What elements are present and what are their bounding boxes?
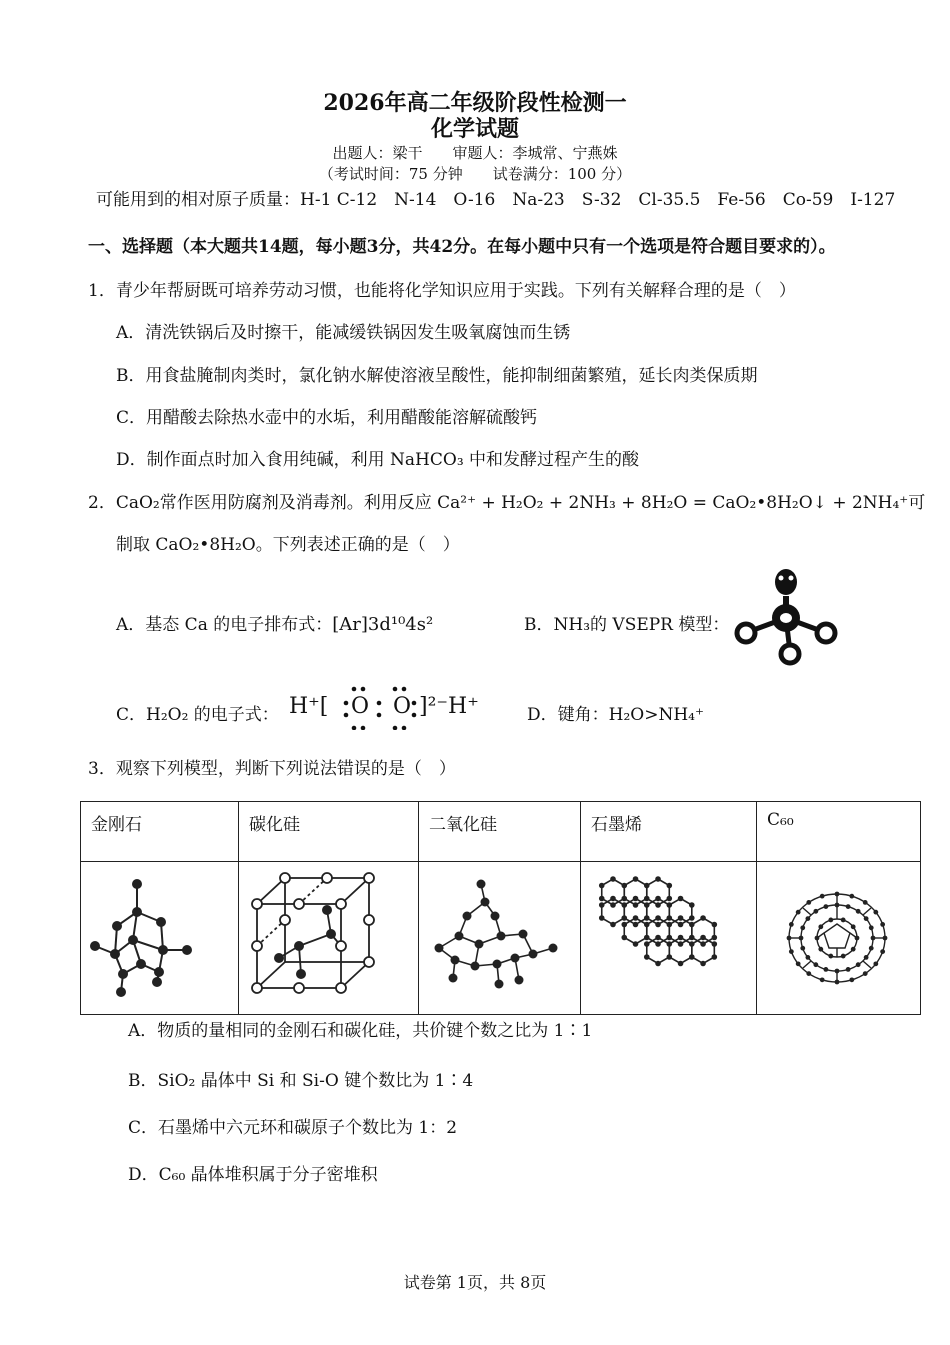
formula-left: H⁺[	[289, 694, 329, 719]
table-header-sio2: 二氧化硅	[419, 802, 581, 862]
q2-option-b-label: B．NH₃的 VSEPR 模型：	[524, 615, 730, 635]
q2-option-a	[116, 610, 433, 635]
lone-pair-lobe	[775, 569, 797, 595]
hydrogen-atom	[737, 624, 755, 642]
section-heading: 一、选择题（本大题共14题，每小题3分，共42分。在每小题中只有一个选项是符合题目要求的）。	[88, 237, 836, 257]
q3-option-d: D．C₆₀ 晶体堆积属于分子密堆积	[128, 1165, 378, 1185]
c60-model-cell	[757, 862, 921, 1015]
q2-stem-line2: 制取 CaO₂•8H₂O。下列表述正确的是（ ）	[116, 535, 460, 555]
q1-option-a: A．清洗铁锅后及时擦干，能减缓铁锅因发生吸氧腐蚀而生锈	[116, 323, 571, 343]
table-header-graphene: 石墨烯	[581, 802, 757, 862]
atomic-masses: 可能用到的相对原子质量：H-1 C-12 N-14 O-16 Na-23 S-32 Cl-35.5 Fe-56 Co-59 I-127	[96, 190, 896, 210]
q2-option-a-formula: [Ar]3d¹⁰4s²	[332, 614, 434, 635]
c60-fullerene-structure-figure	[757, 862, 917, 1010]
q1-stem: 1．青少年帮厨既可培养劳动习惯，也能将化学知识应用于实践。下列有关解释合理的是（ ）	[88, 281, 796, 301]
graphene-model-cell	[581, 862, 757, 1015]
nh3-vsepr-model-figure	[730, 566, 842, 666]
graphene-structure-figure	[581, 862, 755, 1010]
hydrogen-atom	[781, 645, 799, 663]
q1-option-d: D．制作面点时加入食用纯碱，利用 NaHCO₃ 中和发酵过程产生的酸	[116, 450, 640, 470]
q2-option-a-label: A．基态 Ca 的电子排布式：	[116, 615, 333, 635]
silicon-dioxide-structure-figure	[419, 862, 579, 1010]
table-header-sic: 碳化硅	[239, 802, 419, 862]
q3-stem: 3．观察下列模型，判断下列说法错误的是（ ）	[88, 759, 456, 779]
hydrogen-atom	[817, 624, 835, 642]
exam-authors: 出题人：梁干 审题人：李城常、宁燕姝	[332, 144, 618, 162]
electron-dots	[289, 686, 429, 730]
table-header-c60: C₆₀	[757, 802, 921, 862]
q3-option-c: C．石墨烯中六元环和碳原子个数比为 1：2	[128, 1118, 458, 1138]
silicon-carbide-structure-figure	[239, 862, 417, 1010]
table-header-diamond: 金刚石	[81, 802, 239, 862]
formula-right: ]²⁻H⁺	[419, 694, 479, 719]
diamond-structure-figure	[81, 862, 237, 1010]
q3-option-a: A．物质的量相同的金刚石和碳化硅，共价键个数之比为 1∶1	[128, 1021, 593, 1041]
q3-option-b: B．SiO₂ 晶体中 Si 和 Si-O 键个数比为 1∶4	[128, 1071, 474, 1091]
q1-option-b: B．用食盐腌制肉类时，氯化钠水解使溶液呈酸性，能抑制细菌繁殖，延长肉类保质期	[116, 366, 758, 386]
q1-option-c: C．用醋酸去除热水壶中的水垢，利用醋酸能溶解硫酸钙	[116, 408, 538, 428]
sic-model-cell	[239, 862, 419, 1015]
q2-option-d: D．键角：H₂O>NH₄⁺	[527, 705, 704, 725]
q2-stem-line1: 2．CaO₂常作医用防腐剂及消毒剂。利用反应 Ca²⁺ + H₂O₂ + 2NH₃ + 8H₂O = CaO₂•8H₂O↓ + 2NH₄⁺可	[88, 493, 926, 513]
exam-info: （考试时间：75 分钟 试卷满分：100 分）	[318, 165, 632, 183]
page-footer: 试卷第 1页，共 8页	[403, 1273, 547, 1292]
diamond-model-cell	[81, 862, 239, 1015]
sio2-model-cell	[419, 862, 581, 1015]
oxygen-symbol: O	[351, 694, 370, 719]
q2-option-c-label: C．H₂O₂ 的电子式：	[116, 705, 279, 725]
exam-title: 2026年高二年级阶段性检测一	[323, 90, 627, 116]
crystal-models-table	[80, 801, 921, 1015]
exam-subtitle: 化学试题	[430, 116, 519, 142]
oxygen-symbol: O	[393, 694, 412, 719]
